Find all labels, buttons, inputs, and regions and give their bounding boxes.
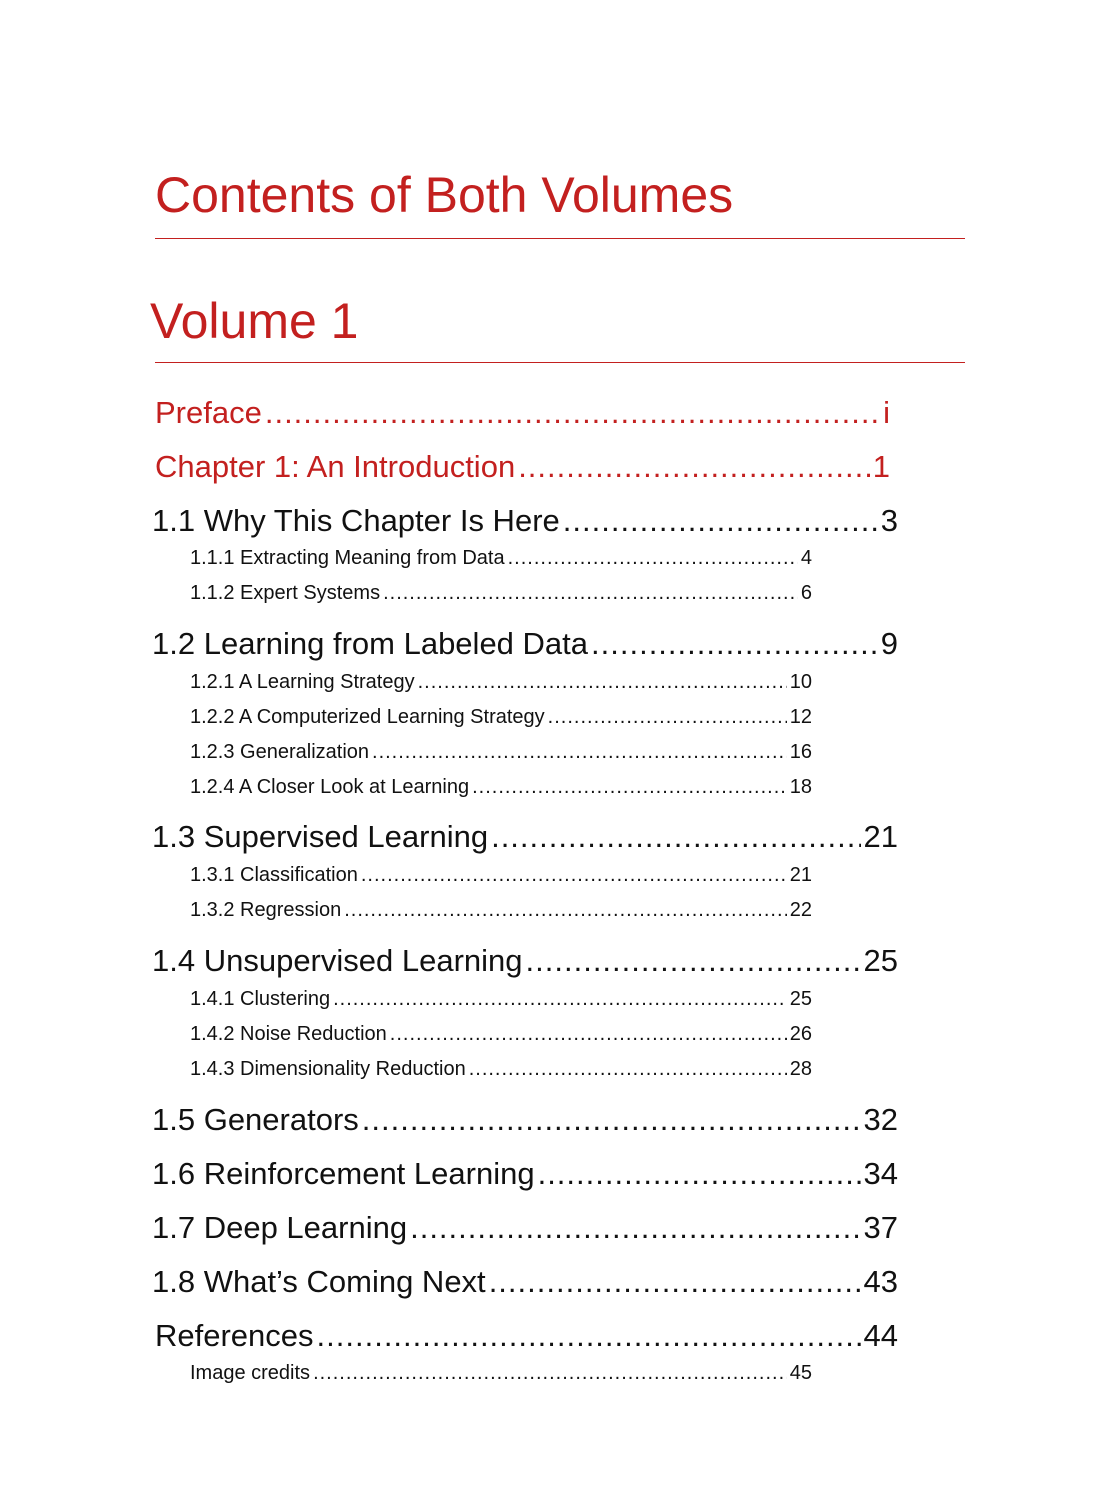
dot-leader <box>344 895 787 925</box>
toc-entry-label: 1.2 Learning from Labeled Data <box>152 626 589 661</box>
toc-entry-label: References <box>155 1318 314 1353</box>
toc-entry-page: 4 <box>800 547 812 569</box>
toc-entry-page: 26 <box>789 1023 812 1045</box>
toc-entry-page: 32 <box>863 1102 898 1137</box>
dot-leader <box>333 984 787 1014</box>
toc-entry-label: 1.7 Deep Learning <box>152 1210 408 1245</box>
toc-entry-label: 1.2.4 A Closer Look at Learning <box>190 776 470 798</box>
toc-entry-page: 25 <box>789 988 812 1010</box>
toc-entry-label: Preface <box>155 395 262 430</box>
toc-entry-label: 1.3 Supervised Learning <box>152 819 489 854</box>
toc-entry-page: 16 <box>789 741 812 763</box>
dot-leader <box>591 623 878 665</box>
toc-entry-label: 1.4.3 Dimensionality Reduction <box>190 1058 466 1080</box>
dot-leader <box>508 543 798 573</box>
toc-entry-chapter-1[interactable] <box>155 446 890 488</box>
toc-entry-label: 1.4.2 Noise Reduction <box>190 1023 387 1045</box>
toc-entry-page: 10 <box>789 671 812 693</box>
toc-entry-label: 1.4 Unsupervised Learning <box>152 943 523 978</box>
toc-subsection-1-2-3[interactable] <box>190 737 812 767</box>
toc-entry-page: 45 <box>789 1362 812 1384</box>
toc-subsection-1-1-2[interactable] <box>190 578 812 608</box>
dot-leader <box>472 772 787 802</box>
toc-section-1-4[interactable] <box>152 940 898 982</box>
toc-entry-label: 1.2.3 Generalization <box>190 741 370 763</box>
toc-entry-label: Chapter 1: An Introduction <box>155 449 516 484</box>
dot-leader <box>469 1054 787 1084</box>
toc-section-1-7[interactable] <box>152 1207 898 1249</box>
toc-entry-page: 34 <box>863 1156 898 1191</box>
page-title: Contents of Both Volumes <box>155 167 734 223</box>
dot-leader <box>383 578 798 608</box>
toc-section-1-5[interactable] <box>152 1099 898 1141</box>
toc-entry-page: 25 <box>863 943 898 978</box>
toc-entry-page: 21 <box>863 819 898 854</box>
dot-leader <box>518 446 870 488</box>
toc-entry-page: 12 <box>789 706 812 728</box>
toc-entry-page: 21 <box>789 864 812 886</box>
toc-entry-label: 1.1 Why This Chapter Is Here <box>152 503 560 538</box>
toc-entry-references[interactable] <box>155 1315 898 1357</box>
dot-leader <box>548 702 787 732</box>
toc-section-1-8[interactable] <box>152 1261 898 1303</box>
toc-entry-label: 1.4.1 Clustering <box>190 988 331 1010</box>
toc-entry-label: 1.1.2 Expert Systems <box>190 582 381 604</box>
dot-leader <box>418 667 787 697</box>
toc-section-1-6[interactable] <box>152 1153 898 1195</box>
toc-entry-label: 1.2.1 A Learning Strategy <box>190 671 415 693</box>
toc-entry-label: 1.8 What’s Coming Next <box>152 1264 486 1299</box>
toc-entry-label: 1.3.2 Regression <box>190 899 342 921</box>
toc-entry-page: 44 <box>863 1318 898 1353</box>
dot-leader <box>362 1099 861 1141</box>
toc-subsection-1-2-1[interactable] <box>190 667 812 697</box>
toc-subsection-1-4-1[interactable] <box>190 984 812 1014</box>
toc-subsection-1-2-4[interactable] <box>190 772 812 802</box>
dot-leader <box>317 1315 861 1357</box>
toc-entry-label: 1.1.1 Extracting Meaning from Data <box>190 547 505 569</box>
dot-leader <box>526 940 861 982</box>
toc-entry-page: 43 <box>863 1264 898 1299</box>
toc-entry-page: 18 <box>789 776 812 798</box>
toc-section-1-2[interactable] <box>152 623 898 665</box>
toc-entry-image-credits[interactable] <box>190 1358 812 1388</box>
dot-leader <box>361 860 787 890</box>
toc-entry-page: 3 <box>880 503 898 538</box>
dot-leader <box>491 816 860 858</box>
toc-entry-page: 37 <box>863 1210 898 1245</box>
dot-leader <box>372 737 787 767</box>
toc-entry-page: 6 <box>800 582 812 604</box>
toc-entry-page: i <box>883 395 890 430</box>
title-divider <box>155 238 965 239</box>
toc-subsection-1-4-3[interactable] <box>190 1054 812 1084</box>
toc-entry-page: 1 <box>872 449 890 484</box>
volume-divider <box>155 362 965 363</box>
toc-entry-page: 22 <box>789 899 812 921</box>
toc-entry-label: 1.5 Generators <box>152 1102 359 1137</box>
toc-entry-page: 28 <box>789 1058 812 1080</box>
toc-section-1-3[interactable] <box>152 816 898 858</box>
toc-subsection-1-1-1[interactable] <box>190 543 812 573</box>
dot-leader <box>390 1019 787 1049</box>
toc-entry-label: 1.3.1 Classification <box>190 864 358 886</box>
dot-leader <box>265 392 880 434</box>
toc-section-1-1[interactable] <box>152 500 898 542</box>
dot-leader <box>313 1358 787 1388</box>
toc-entry-preface[interactable] <box>155 392 890 434</box>
dot-leader <box>489 1261 861 1303</box>
volume-heading: Volume 1 <box>150 293 359 349</box>
toc-entry-label: Image credits <box>190 1362 311 1384</box>
dot-leader <box>410 1207 860 1249</box>
toc-subsection-1-2-2[interactable] <box>190 702 812 732</box>
toc-subsection-1-3-1[interactable] <box>190 860 812 890</box>
toc-entry-page: 9 <box>880 626 898 661</box>
dot-leader <box>538 1153 861 1195</box>
toc-subsection-1-4-2[interactable] <box>190 1019 812 1049</box>
dot-leader <box>563 500 878 542</box>
toc-entry-label: 1.2.2 A Computerized Learning Strategy <box>190 706 545 728</box>
toc-subsection-1-3-2[interactable] <box>190 895 812 925</box>
toc-entry-label: 1.6 Reinforcement Learning <box>152 1156 535 1191</box>
